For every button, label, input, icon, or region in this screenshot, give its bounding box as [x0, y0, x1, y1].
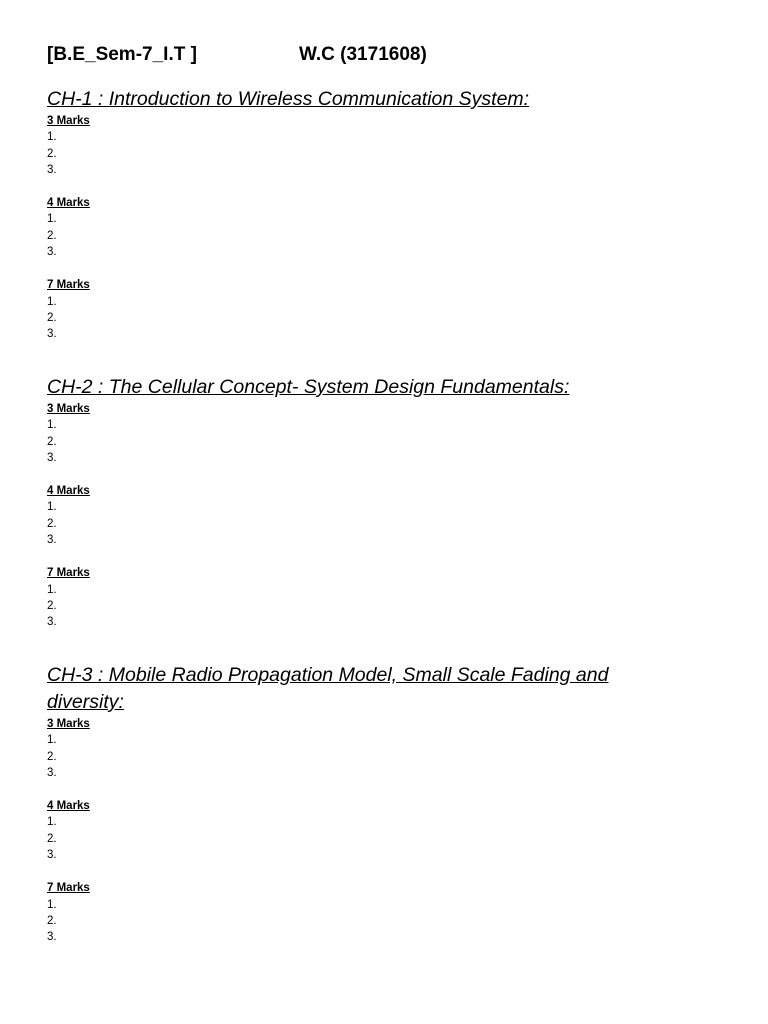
question-item: 2. [47, 832, 57, 845]
marks-section-7 [47, 880, 687, 945]
chapter-title: CH-3 : Mobile Radio Propagation Model, Small Scale Fading and diversity: [47, 664, 609, 713]
question-item: 3. [47, 616, 57, 629]
question-item: 2. [47, 435, 57, 448]
subject-code: W.C (3171608) [299, 44, 427, 65]
chapter-3 [47, 662, 687, 946]
marks-section-3 [47, 401, 727, 466]
question-item: 2. [47, 517, 57, 530]
question-item: 1. [47, 213, 57, 226]
question-item: 3. [47, 534, 57, 547]
marks-section-3 [47, 113, 727, 178]
chapter-1 [47, 86, 727, 343]
question-item: 1. [47, 816, 57, 829]
marks-section-4 [47, 483, 727, 548]
chapter-2 [47, 374, 727, 631]
question-item: 2. [47, 750, 57, 763]
marks-heading: 3 Marks [47, 115, 90, 127]
question-item: 3. [47, 931, 57, 944]
marks-heading: 3 Marks [47, 403, 90, 415]
marks-heading: 7 Marks [47, 882, 90, 895]
marks-section-4 [47, 798, 687, 863]
marks-section-4 [47, 195, 727, 260]
question-item: 3. [47, 163, 57, 176]
question-item: 2. [47, 914, 57, 927]
question-item: 3. [47, 766, 57, 779]
marks-heading: 7 Marks [47, 567, 90, 580]
marks-section-7 [47, 565, 727, 630]
chapter-title: CH-1 : Introduction to Wireless Communication System: [47, 88, 530, 110]
question-item: 2. [47, 229, 57, 242]
question-item: 3. [47, 246, 57, 259]
marks-heading: 4 Marks [47, 197, 90, 210]
marks-heading: 4 Marks [47, 485, 90, 498]
marks-heading: 7 Marks [47, 279, 90, 292]
course-label: [B.E_Sem-7_I.T ] [47, 44, 197, 65]
question-item: 1. [47, 419, 57, 432]
question-item: 1. [47, 898, 57, 911]
question-item: 1. [47, 501, 57, 514]
question-item: 1. [47, 734, 57, 747]
question-item: 3. [47, 849, 57, 862]
marks-heading: 3 Marks [47, 718, 90, 730]
question-item: 1. [47, 131, 57, 144]
question-item: 2. [47, 147, 57, 160]
chapter-title: CH-2 : The Cellular Concept- System Design Fundamentals: [47, 376, 570, 398]
question-item: 3. [47, 328, 57, 341]
marks-section-7 [47, 277, 727, 342]
question-item: 2. [47, 599, 57, 612]
question-item: 1. [47, 295, 57, 308]
question-item: 2. [47, 311, 57, 324]
marks-section-3 [47, 716, 687, 781]
question-item: 3. [47, 451, 57, 464]
marks-heading: 4 Marks [47, 800, 90, 813]
question-item: 1. [47, 583, 57, 596]
